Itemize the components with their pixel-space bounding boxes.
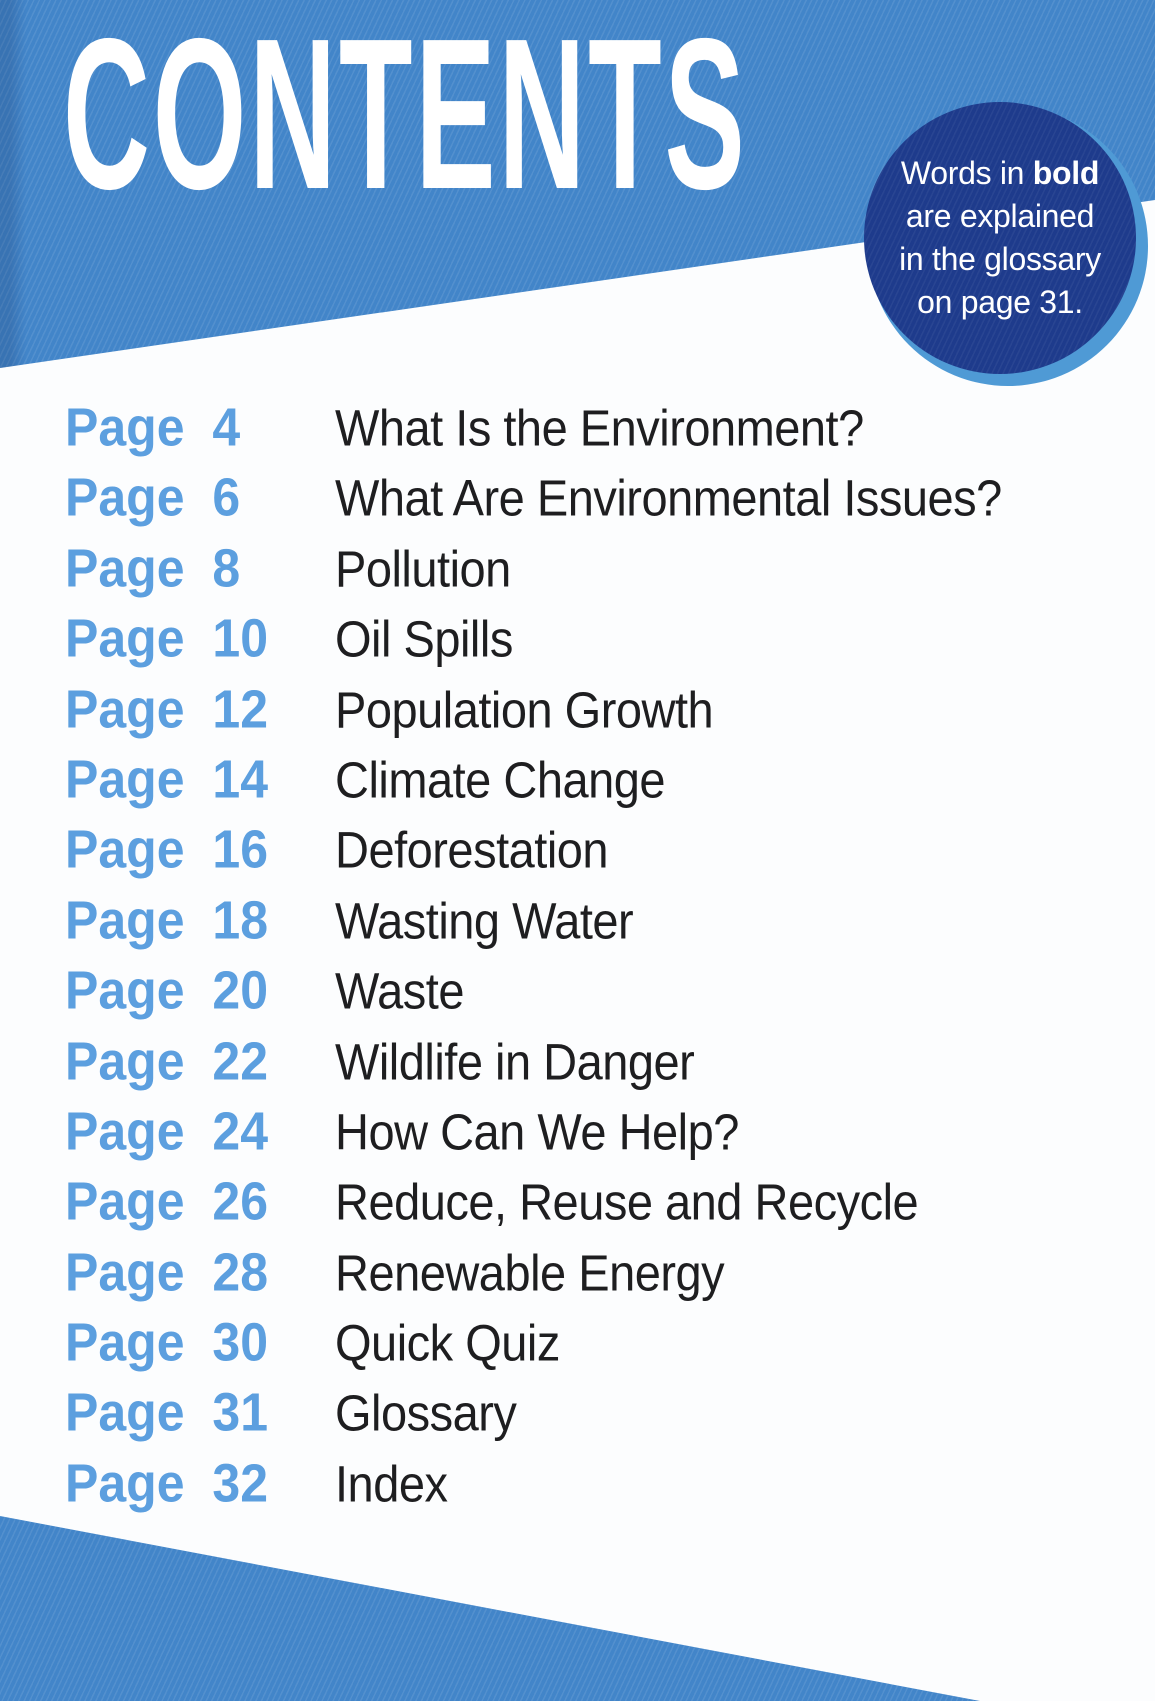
- toc-page-number: Page 16: [65, 819, 269, 880]
- toc-title: Renewable Energy: [335, 1243, 725, 1301]
- toc-row: [65, 882, 1002, 958]
- note-line-3: in the glossary: [899, 241, 1101, 277]
- toc-page-number: Page 4: [65, 396, 241, 458]
- note-line-1: [901, 152, 1099, 195]
- toc-title: What Are Environmental Issues?: [335, 468, 1002, 527]
- toc-row: [65, 1234, 1002, 1310]
- toc-row: [65, 1163, 1002, 1239]
- toc-title: Wildlife in Danger: [335, 1032, 695, 1090]
- toc-title: Climate Change: [335, 750, 666, 808]
- note-line-1-text: Words in: [900, 155, 1033, 191]
- toc-title: What Is the Environment?: [335, 398, 864, 456]
- toc-title: Pollution: [335, 539, 511, 597]
- toc-row: [65, 741, 1002, 817]
- toc-title: Index: [335, 1454, 448, 1512]
- glossary-note-circle: [864, 102, 1136, 374]
- toc-row: [65, 1375, 1002, 1451]
- toc-page-number: Page 26: [65, 1171, 269, 1232]
- toc-page-number: Page 31: [65, 1382, 269, 1443]
- toc-title: Quick Quiz: [335, 1313, 560, 1371]
- toc-page-number: Page 20: [65, 960, 269, 1021]
- note-line-4: on page 31.: [917, 284, 1083, 320]
- toc-page-number: Page 30: [65, 1312, 269, 1373]
- toc-row: [65, 600, 1002, 676]
- toc-title: Oil Spills: [335, 609, 513, 667]
- toc-title: Wasting Water: [335, 891, 634, 949]
- toc-row: [65, 1093, 1002, 1169]
- toc-row: [65, 1445, 1002, 1521]
- toc-title: Population Growth: [335, 680, 714, 738]
- note-bold-word: bold: [1032, 155, 1100, 191]
- toc-row: [65, 812, 1002, 888]
- page-title: CONTENTS: [63, 0, 748, 234]
- toc-page-number: Page 28: [65, 1241, 269, 1303]
- toc-row: [65, 389, 1002, 465]
- toc-title: How Can We Help?: [335, 1102, 739, 1160]
- toc-row: [65, 671, 1002, 747]
- toc-row: [65, 460, 1002, 536]
- toc-row: [65, 530, 1002, 606]
- toc-page-number: Page 6: [65, 467, 241, 528]
- toc-row: [65, 1023, 1002, 1099]
- toc-row: [65, 1304, 1002, 1380]
- toc-title: Deforestation: [335, 820, 609, 879]
- toc-page-number: Page 32: [65, 1452, 269, 1514]
- toc-page-number: Page 24: [65, 1100, 269, 1162]
- toc-row: [65, 952, 1002, 1028]
- toc-title: Glossary: [335, 1384, 517, 1442]
- toc-page-number: Page 8: [65, 537, 241, 599]
- table-of-contents: [65, 392, 1002, 1518]
- toc-title: Waste: [335, 961, 464, 1019]
- toc-page-number: Page 10: [65, 608, 269, 669]
- toc-page-number: Page 22: [65, 1030, 269, 1091]
- toc-page-number: Page 14: [65, 748, 269, 810]
- toc-page-number: Page 12: [65, 678, 269, 739]
- toc-page-number: Page 18: [65, 889, 269, 951]
- toc-title: Reduce, Reuse and Recycle: [335, 1172, 919, 1231]
- note-line-2: are explained: [905, 198, 1095, 234]
